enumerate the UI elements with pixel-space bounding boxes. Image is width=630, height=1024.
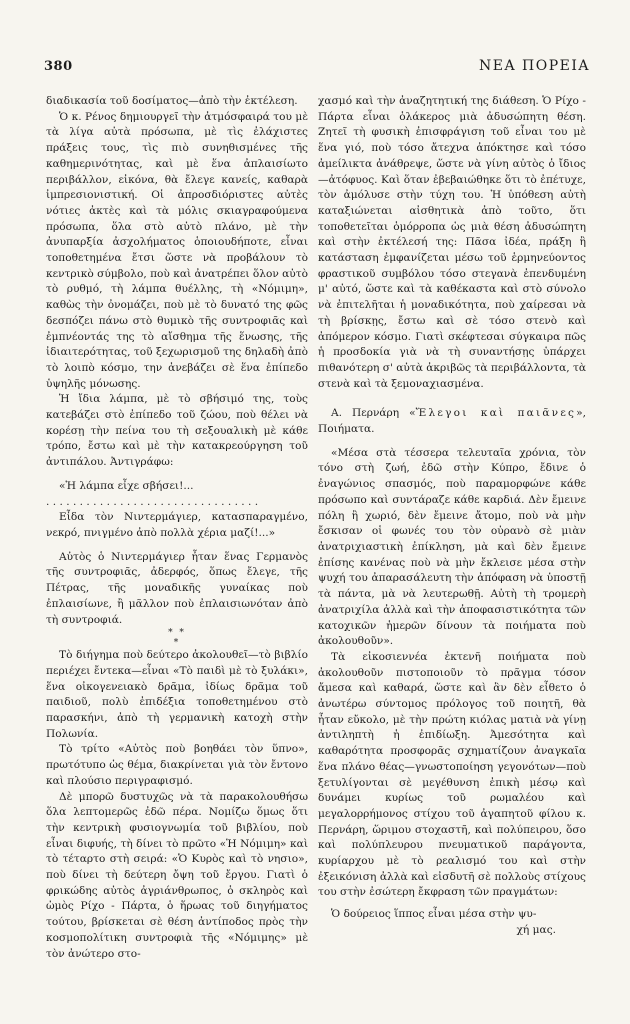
verse-line: Ὁ δούρειος ἵππος εἶναι μέσα στὴν ψυ-: [331, 908, 537, 921]
page-number: 380: [44, 59, 73, 74]
left-column: [46, 94, 308, 962]
quote-line: Εἶδα τὸν Νιντερμάγιερ, κατασπαραγμένο, νεκρό, πνιγμένο ἀπὸ πολλὰ χέρια μαζί!...»: [46, 511, 308, 539]
paragraph: Ἡ ἴδια λάμπα, μὲ τὸ σβήσιμό της, τοὺς κατεβάζει στὸ ἐπίπεδο τοῦ ζώου, ποὺ θέλει νὰ κορέσῃ τὴν πείνα του τὴ σεξουαλικὴ μὲ κάθε τρόπο, ἔστω καὶ μὲ τὴν κατακρεούργηση τοῦ ἀντιπάλου. Ἀντιγράφω:: [46, 393, 308, 469]
right-column: [318, 94, 586, 939]
citation-rest: », Ποιήματα.: [318, 407, 587, 436]
paragraph: χασμό καὶ τὴν ἀναζητητική της διάθεση. Ὁ Ρίχο - Πάρτα εἶναι ὁλάκερος μιὰ ἀδυσώπητη θέση. Ζητεῖ τὴ φυσικὴ ἐπισφράγιση τοῦ εἶναι του μὲ ἕνα γιό, ποὺ τόσο ἄτεχνα ἀπόκτησε καὶ τόσο ἀμείλικτα ἀνάθρεψε, ὥστε νὰ γίνη αὐτὸς ὁ ἴδιος—ἀτόφυος. Καὶ ὅταν ἐβεβαιώθηκε ὅτι τὸ ἐπέτυχε, τὸν ἀμόλυσε στὴν τύχη του. Ἡ ὑπόθεση αὐτὴ καταξιώνεται αἰσθητικὰ ἀπὸ τοῦτο, ὅτι τοποθετεῖται ὁμόρροπα ὡς μιὰ θέση ἀδυσώπητη καὶ στὴν ἐκτέλεσή της: Πᾶσα ἰδέα, πράξη ἢ κατάσταση ἐμφανίζεται μέσω τοῦ ἑρμηνεύοντος φραστικοῦ συμβόλου τόσο στεγανὰ ἐπενδυμένη μ' αὐτό, ὥστε καὶ τὰ καθέκαστα καὶ στὸ σύνολο νὰ ἐπιτελῆται ἡ μοναδικότητα, ποὺ χαίρεσαι νὰ τὴ βρίσκῃς, ἔστω καὶ σὲ τόσο στενὸ καὶ ἀπόμερον κόσμο. Γιατὶ σκέφτεσαι σύγκαιρα πῶς ἡ προσδοκία γιὰ νὰ τὴ συναντήσῃς ὑπάρχει πιθανότερη σ' αὐτὰ ἀκριβῶς τὰ περιβάλλοντα, τὰ στενὰ καὶ τὰ ξεμοναχιασμένα.: [318, 95, 586, 390]
paragraph: Ὁ κ. Ρένος δημιουργεῖ τὴν ἀτμόσφαιρά του μὲ τὰ λίγα αὐτὰ πρόσωπα, μὲ τὶς ἐλάχιστες πράξεις τους, τὶς πιὸ συνηθισμένες τῆς καθημερινότητας, καὶ μὲ ἕνα ἀπλαισίωτο περιβάλλον, εἰκόνα, θὰ ἔλεγε κανείς, καθαρὰ ἰμπρεσιονιστική. Οἱ ἀπροσδιόριστες αὐτὲς νότιες ἀκτὲς καὶ τὰ μόλις σκιαγραφούμενα πρόσωπα, ὅλα στὸ αὐτὸ πλάνο, μὲ τὴν ἀνυπαρξία ἀσχολήματος ὁποιουδήποτε, εἶναι τοποθετημένα ἔτσι ὥστε νὰ προβάλουν τὸ κεντρικὸ σύμβολο, ποὺ καὶ ἀνατρέπει ὅλον αὐτὸ τὸ ρυθμό, τὴ λάμπα θυέλλης, τὴ «Νόμιμη», καθὼς τὴν ὀνομάζει, ποὺ μὲ τὸ δυνατό της φῶς δεσπόζει πάνω στὸ θυμικὸ τῆς συντροφιᾶς καὶ ἐμπνέοντάς της τὸ αἴσθημα τῆς ἕνωσης, τῆς ἰδιαιτερότητας, τοῦ ξεχωρισμοῦ της δηλαδὴ ἀπὸ τὸ λοιπὸ κόσμο, την ἀνεβάζει σὲ ἕνα ἐπίπεδο ὑψηλῆς μόνωσης.: [46, 110, 308, 390]
page-header: [44, 58, 590, 80]
quote-ellipsis: . . . . . . . . . . . . . . . . . . . . . . . . . . . . . . . .: [46, 495, 259, 508]
paragraph: Αὐτὸς ὁ Νιντερμάγιερ ἦταν ἕνας Γερμανὸς τῆς συντροφιᾶς, ἀδερφός, ὅπως ἔλεγε, τῆς Πέτρας, τῆς μοναδικῆς γυναίκας ποὺ ἐπλαισίωνε, ἢ μᾶλλον ποὺ ἐπλαισιωνόταν ἀπὸ τὴ συντροφιά.: [46, 550, 308, 626]
paragraph: Τὸ τρίτο «Αὐτὸς ποὺ βοηθάει τὸν ὕπνο», πρωτότυπο ὡς θέμα, διακρίνεται γιὰ τὸν ἔντονο καὶ πλούσιο περιγραφισμό.: [46, 743, 308, 787]
citation-title: Ἔλεγοι καὶ παιᾶνες: [415, 407, 577, 420]
book-citation: [318, 406, 586, 437]
verse-line: χή μας.: [516, 923, 556, 936]
paragraph: Τὸ διήγημα ποὺ δεύτερο ἀκολουθεῖ—τὸ βιβλίο περιέχει ἔντεκα—εἶναι «Τὸ παιδὶ μὲ τὸ ξυλάκι», ἕνα οἰκογενειακὸ δρᾶμα, ἰδίως δρᾶμα τοῦ παιδιοῦ, πολὺ ἐπιδέξια τοποθετημένου στὸ παρασκήνι, ἀπὸ τὴ γερμανικὴ κατοχὴ στὴν Πολωνία.: [46, 649, 308, 740]
section-gap: [318, 392, 586, 406]
paragraph: διαδικασία τοῦ δοσίματος—ἀπὸ τὴν ἐκτέλεση.: [46, 95, 298, 107]
paragraph: Δὲ μπορῶ δυστυχῶς νὰ τὰ παρακολουθήσω ὅλα λεπτομερῶς ἐδῶ πέρα. Νομίζω ὅμως ὅτι τὴν κεντρικὴ φυσιογνωμία τοῦ βιβλίου, ποὺ εἶναι διφυής, τὴ δίνει τὸ πρῶτο «Ἡ Νόμιμη» καὶ τὸ τέταρτο στὴ σειρά: «Ὁ Κυρὸς καὶ τὸ νησιο», ποὺ δίνει τὴ δεύτερη ὄψη τοῦ ἔργου. Γιατὶ ὁ φρικώδης αὐτὸς ἀγριάνθρωπος, ὁ σκληρὸς καὶ ὠμὸς Ρίχο - Πάρτα, ὁ ἥρωας τοῦ διηγήματος τούτου, βρίσκεται σὲ θέση ἀντίποδος πρὸς τὴν κοσμοπολίτικη συντροφιὰ τῆς «Νόμιμης» μὲ τὸν ἀνώτερο στο-: [46, 790, 308, 960]
journal-title: ΝΕΑ ΠΟΡΕΙΑ: [479, 58, 590, 74]
section-divider: * * *: [168, 628, 186, 649]
quoted-preface: «Μέσα στὰ τέσσερα τελευταῖα χρόνια, τὸν τόνο στὴ ζωή, ἐδῶ στὴν Κύπρο, ἔδινε ὁ ἐναγώνιος σπασμός, ποὺ παραμορφώνε κάθε πρόσωπο καὶ συντάραζε κάθε καρδιά. Δὲν ἔμεινε πόλη ἢ χωριό, δὲν ἔμεινε ἄτομο, ποὺ νὰ μὴν ἔσκισαν οἱ φωνές του τὸν οὐρανὸ σὲ μιὰν ἀνατριχιαστικὴ ἐπίκληση, μὰ καὶ δὲν ἔμεινε ἐπίσης κανένας ποὺ νὰ μὴν ἔκλεισε μέσα στὴν ψυχή του ἀπαρασάλευτη τὴν ἀπόφαση νὰ ὑποστῇ τὰ πάντα, μὰ νὰ λευτερωθῇ. Αὐτὴ τὴ τρομερὴ ἀνατριχίλα ἀλλὰ καὶ τὴν ἀποφασιστικότητα τῶν κατοχικῶν ἡμερῶν δίνουν τὰ ποιήματα ποὺ ἀκολουθοῦν».: [318, 446, 586, 648]
block-quote: [46, 479, 308, 542]
paragraph: Τὰ εἰκοσιεννέα ἐκτενῆ ποιήματα ποὺ ἀκολουθοῦν πιστοποιοῦν τὸ πρᾶγμα τόσον ἄμεσα καὶ καθαρά, ὥστε καὶ ἂν δὲν εἶθετο ὁ ἀνωτέρω σύντομος πρόλογος τοῦ ποιητῆ, θὰ ἦταν εὔκολο, μὲ τὴν πρώτη κιόλας ματιὰ νὰ γίνῃ ἀντιληπτὴ ἡ ἐπιδίωξη. Ἀμεσότητα καὶ καθαρότητα προσφορᾶς σχηματίζουν ἀναγκαῖα ἕνα πλάνο θέας—γνωστοποίηση γεγονότων—ποὺ ξετυλίγονται σὲ μεγέθυνση ἐπικὴ μέσῳ καὶ δυνάμει κυρίως τοῦ ρωμαλέου καὶ μεγαλορρήμονος στίχου τοῦ ἀγαπητοῦ φίλου κ. Περνάρη, ὥριμου στοχαστῆ, καὶ πολύπειρου, ὅσο καὶ πολύπλευρου πνευματικοῦ παράγοντα, κυρίαρχου μὲ τὸ ρεαλισμό του καὶ στὴν ἐξεικόνιση ἀλλὰ καὶ εἰσδυτῆ σὲ πολλοὺς στίχους του στὴν ἐσώτερη ἔκφραση τῶν πραγμάτων:: [318, 650, 586, 899]
quote-line: «Ἡ λάμπα εἶχε σβήσει!...: [59, 479, 194, 492]
citation-author: Α. Περνάρη «: [331, 407, 416, 420]
